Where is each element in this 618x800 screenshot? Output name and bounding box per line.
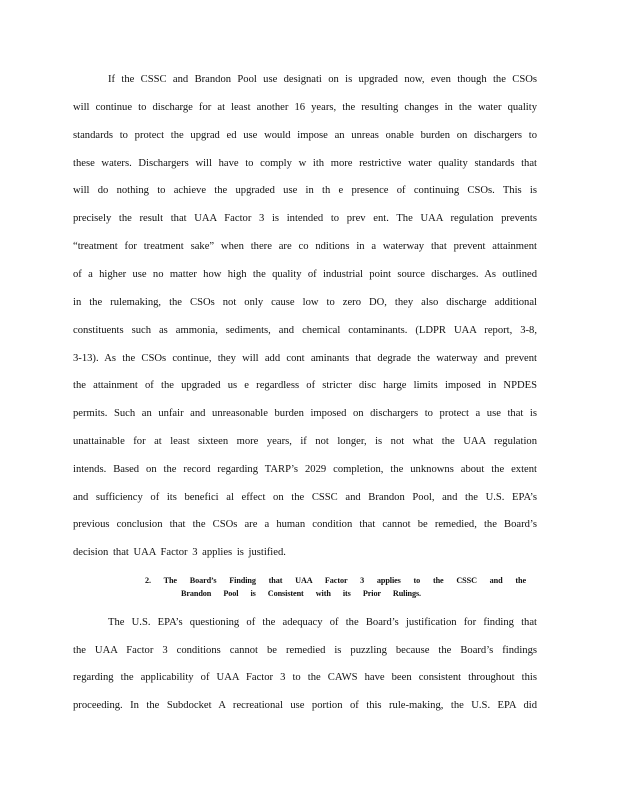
text-line: permits. Such an unfair and unreasonable burden imposed on dischargers to protect a use that is [73,408,537,419]
text-line: regarding the applicability of UAA Factor 3 to the CAWS have been consistent throughout this [73,672,537,683]
text-line: If the CSSC and Brandon Pool use designati on is upgraded now, even though the CSOs [108,74,537,85]
section-heading-line: 2. The Board’s Finding that UAA Factor 3 applies to the CSSC and the [145,576,526,585]
section-heading-line: Brandon Pool is Consistent with its Prior Rulings. [181,589,421,598]
text-line: intends. Based on the record regarding TARP’s 2029 completion, the unknowns about the extent [73,464,537,475]
text-line: and sufficiency of its benefici al effect on the CSSC and Brandon Pool, and the U.S. EPA’s [73,492,537,503]
text-line: unattainable for at least sixteen more years, if not longer, is not what the UAA regulation [73,436,537,447]
text-line: The U.S. EPA’s questioning of the adequacy of the Board’s justification for finding that [108,617,537,628]
text-line: in the rulemaking, the CSOs not only cause low to zero DO, they also discharge additional [73,297,537,308]
text-line: “treatment for treatment sake” when there are co nditions in a waterway that prevent attainment [73,241,537,252]
text-line: the UAA Factor 3 conditions cannot be remedied is puzzling because the Board’s findings [73,645,537,656]
text-line: will do nothing to achieve the upgraded use in th e presence of continuing CSOs. This is [73,185,537,196]
text-line: previous conclusion that the CSOs are a human condition that cannot be remedied, the Board’s [73,519,537,530]
text-line: precisely the result that UAA Factor 3 is intended to prev ent. The UAA regulation prevents [73,213,537,224]
text-line: these waters. Dischargers will have to comply w ith more restrictive water quality standards that [73,158,537,169]
text-line: standards to protect the upgrad ed use would impose an unreas onable burden on dischargers to [73,130,537,141]
text-line: constituents such as ammonia, sediments, and chemical contaminants. (LDPR UAA report, 3-8, [73,325,537,336]
text-line: proceeding. In the Subdocket A recreational use portion of this rule-making, the U.S. EPA did [73,700,537,711]
text-line: the attainment of the upgraded us e regardless of stricter disc harge limits imposed in NPDES [73,380,537,391]
text-line: decision that UAA Factor 3 applies is justified. [73,547,286,558]
text-line: will continue to discharge for at least another 16 years, the resulting changes in the water quality [73,102,537,113]
text-line: of a higher use no matter how high the quality of industrial point source discharges. As outlined [73,269,537,280]
text-line: 3-13). As the CSOs continue, they will add cont aminants that degrade the waterway and prevent [73,353,537,364]
